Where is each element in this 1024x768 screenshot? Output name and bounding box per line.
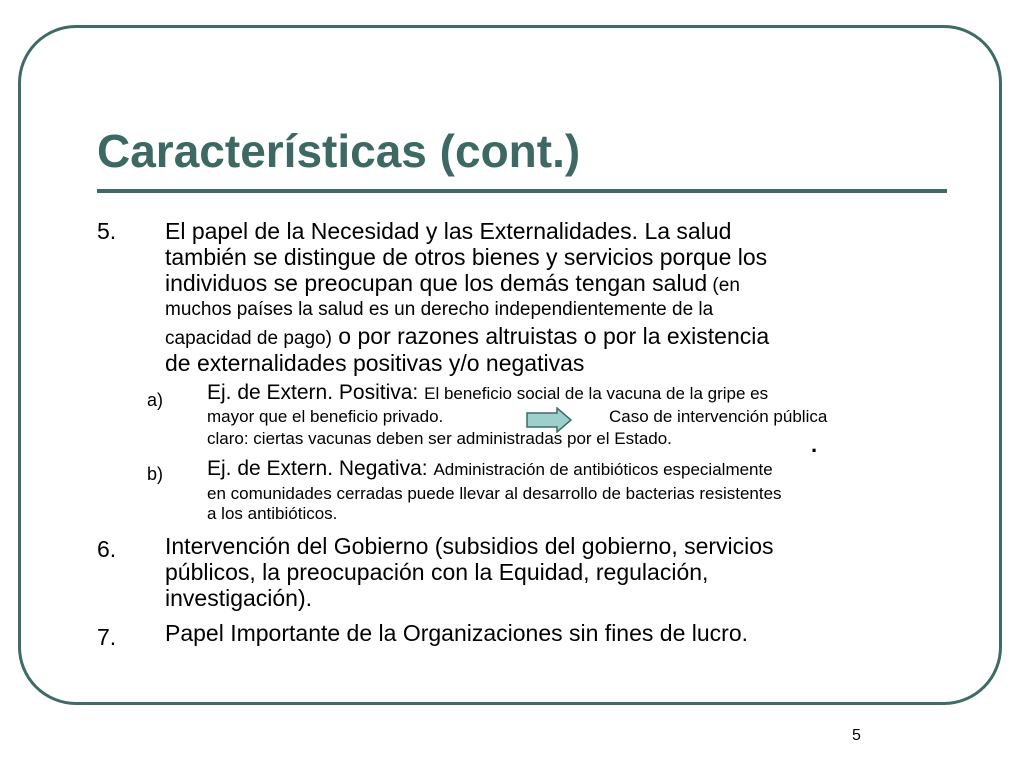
item-6-line-3: investigación). — [165, 585, 313, 611]
page-number: 5 — [852, 727, 861, 744]
item-5-line-6: de externalidades positivas y/o negativas — [165, 350, 585, 376]
item-5-line-5a: capacidad de pago) — [165, 328, 332, 349]
item-5b-marker: b) — [147, 464, 164, 484]
item-6-line-1: Intervención del Gobierno (subsidios del gobierno, servicios — [165, 533, 774, 559]
item-5b-line-2: en comunidades cerradas puede llevar al desarrollo de bacterias resistentes — [207, 484, 782, 503]
item-5a-trailing-dot: . — [811, 432, 818, 457]
item-5-line-3a: individuos se preocupan que los demás tengan salud — [165, 270, 708, 296]
item-5-line-1: El papel de la Necesidad y las Externalidades. La salud — [165, 218, 732, 244]
item-6-number: 6. — [97, 536, 117, 562]
item-5a-line-3: claro: ciertas vacunas deben ser administradas por el Estado. — [207, 429, 672, 448]
item-6-line-2: públicos, la preocupación con la Equidad, regulación, — [165, 559, 709, 585]
title-divider — [97, 189, 947, 193]
item-5a-line-2b: Caso de intervención pública — [609, 407, 828, 426]
item-7-text — [165, 620, 748, 646]
item-5-line-3b: (en — [707, 275, 740, 296]
item-6-text — [165, 533, 774, 611]
item-5-line-5b: o por razones altruistas o por la existencia — [331, 323, 770, 349]
item-7-number: 7. — [97, 624, 117, 650]
item-7-line-1: Papel Importante de la Organizaciones sin fines de lucro. — [165, 620, 748, 646]
item-5-line-4: muchos países la salud es un derecho independientemente de la — [165, 299, 714, 320]
item-5-text — [165, 218, 769, 376]
item-5-number: 5. — [97, 218, 117, 244]
item-5b-line-3: a los antibióticos. — [207, 504, 338, 523]
right-arrow-icon — [525, 407, 573, 433]
item-5a-text — [207, 381, 828, 451]
item-5b-line-1: Administración de antibióticos especialmente — [433, 460, 773, 479]
item-5a-marker: a) — [147, 390, 164, 410]
item-5a-line-1: El beneficio social de la vacuna de la gripe es — [424, 384, 769, 403]
item-5b-lead: Ej. de Extern. Negativa: — [207, 457, 434, 480]
slide-title: Características (cont.) — [97, 125, 581, 177]
item-5a-lead: Ej. de Extern. Positiva: — [207, 381, 425, 404]
item-5b-text — [207, 458, 782, 524]
item-5-line-2: también se distingue de otros bienes y servicios porque los — [165, 244, 768, 270]
item-5a-line-2a: mayor que el beneficio privado. — [207, 407, 444, 426]
